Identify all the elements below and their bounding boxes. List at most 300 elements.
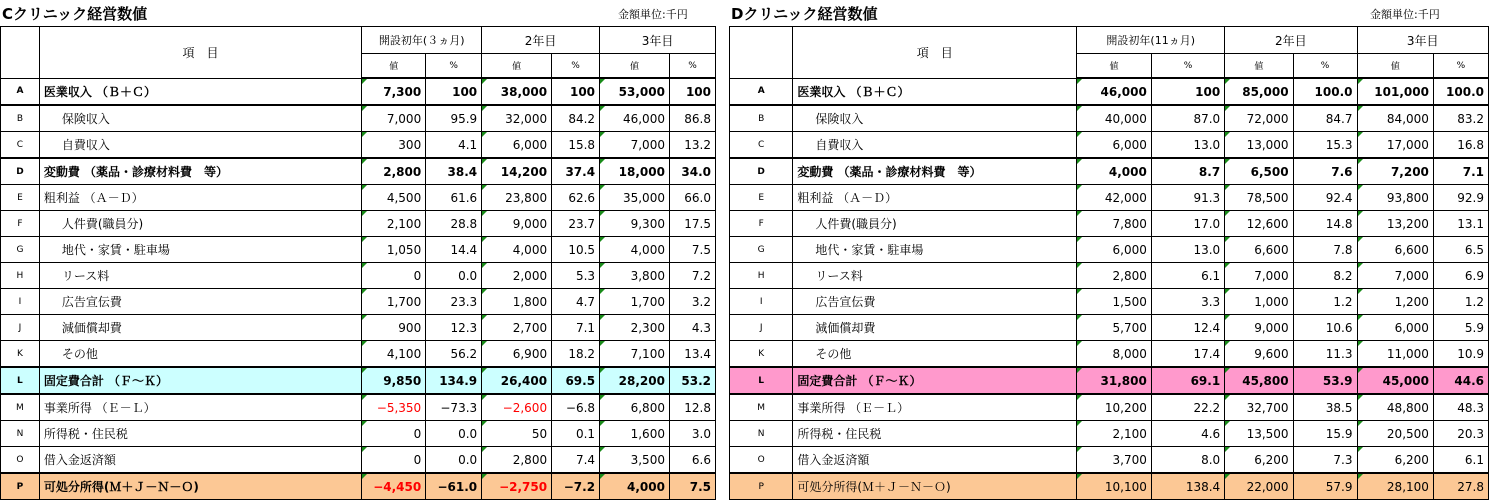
percent-cell: 100 <box>426 78 482 105</box>
row-label: 減価償却費 <box>793 315 1077 341</box>
row-label: 固定費合計 （Ｆ～Ｋ） <box>39 367 361 394</box>
percent-cell: 100 <box>552 78 600 105</box>
value-cell: 7,800 <box>1077 211 1152 237</box>
percent-cell: −7.2 <box>552 473 600 500</box>
value-cell: 23,800 <box>482 185 552 211</box>
row-code: G <box>730 237 793 263</box>
percent-cell: 57.9 <box>1293 473 1357 500</box>
table-row <box>730 473 1489 500</box>
percent-cell: 3.3 <box>1151 289 1224 315</box>
percent-cell: 7.5 <box>669 473 715 500</box>
value-cell: 6,000 <box>1077 132 1152 159</box>
row-code: L <box>1 367 40 394</box>
row-code: D <box>1 158 40 185</box>
row-label: 事業所得 （Ｅ－Ｌ） <box>39 394 361 421</box>
table-row <box>1 211 716 237</box>
header-value: 値 <box>1357 54 1433 79</box>
value-cell: 4,000 <box>600 237 670 263</box>
percent-cell: 23.3 <box>426 289 482 315</box>
percent-cell: 0.0 <box>426 263 482 289</box>
row-code: I <box>730 289 793 315</box>
percent-cell: 87.0 <box>1151 105 1224 132</box>
value-cell: 13,000 <box>1225 132 1293 159</box>
percent-cell: 100.0 <box>1433 78 1488 105</box>
value-cell: 85,000 <box>1225 78 1293 105</box>
value-cell: 72,000 <box>1225 105 1293 132</box>
row-code: E <box>730 185 793 211</box>
value-cell: 2,100 <box>362 211 426 237</box>
value-cell: 10,100 <box>1077 473 1152 500</box>
header-percent: % <box>1433 54 1488 79</box>
value-cell: 1,800 <box>482 289 552 315</box>
row-label: 変動費 （薬品・診療材料費 等） <box>793 158 1077 185</box>
row-code: F <box>1 211 40 237</box>
percent-cell: 5.3 <box>552 263 600 289</box>
unit-label: 金額単位:千円 <box>1370 8 1440 21</box>
percent-cell: 44.6 <box>1433 367 1488 394</box>
table-row <box>730 394 1489 421</box>
table-row <box>1 78 716 105</box>
row-label: 医業収入 （Ｂ＋Ｃ） <box>793 78 1077 105</box>
value-cell: 4,000 <box>1077 158 1152 185</box>
header-period: 2年目 <box>1225 27 1357 54</box>
value-cell: 0 <box>362 263 426 289</box>
value-cell: 3,500 <box>600 447 670 474</box>
value-cell: 17,000 <box>1357 132 1433 159</box>
percent-cell: 13.0 <box>1151 237 1224 263</box>
percent-cell: 95.9 <box>426 105 482 132</box>
row-label: その他 <box>39 341 361 368</box>
value-cell: 101,000 <box>1357 78 1433 105</box>
value-cell: 42,000 <box>1077 185 1152 211</box>
table-row <box>1 289 716 315</box>
table-row <box>1 473 716 500</box>
value-cell: 2,300 <box>600 315 670 341</box>
table-row <box>1 132 716 159</box>
row-code: K <box>730 341 793 368</box>
value-cell: 6,200 <box>1357 447 1433 474</box>
percent-cell: 37.4 <box>552 158 600 185</box>
percent-cell: 66.0 <box>669 185 715 211</box>
value-cell: 7,000 <box>600 132 670 159</box>
value-cell: 20,500 <box>1357 421 1433 447</box>
row-label: リース料 <box>39 263 361 289</box>
row-code: B <box>730 105 793 132</box>
percent-cell: 0.1 <box>552 421 600 447</box>
value-cell: 31,800 <box>1077 367 1152 394</box>
row-label: 広告宣伝費 <box>39 289 361 315</box>
percent-cell: 13.0 <box>1151 132 1224 159</box>
percent-cell: 13.2 <box>669 132 715 159</box>
row-label: 広告宣伝費 <box>793 289 1077 315</box>
table-row <box>1 105 716 132</box>
row-code: N <box>730 421 793 447</box>
percent-cell: 18.2 <box>552 341 600 368</box>
row-label: リース料 <box>793 263 1077 289</box>
percent-cell: 7.5 <box>669 237 715 263</box>
percent-cell: 12.8 <box>669 394 715 421</box>
row-label: 所得税・住民税 <box>39 421 361 447</box>
table-row <box>730 341 1489 368</box>
row-label: 減価償却費 <box>39 315 361 341</box>
value-cell: 93,800 <box>1357 185 1433 211</box>
header-corner <box>730 27 793 79</box>
percent-cell: 15.9 <box>1293 421 1357 447</box>
value-cell: 12,600 <box>1225 211 1293 237</box>
row-code: I <box>1 289 40 315</box>
row-code: J <box>1 315 40 341</box>
percent-cell: 1.2 <box>1293 289 1357 315</box>
value-cell: 32,000 <box>482 105 552 132</box>
value-cell: 2,800 <box>362 158 426 185</box>
percent-cell: 6.9 <box>1433 263 1488 289</box>
value-cell: 900 <box>362 315 426 341</box>
value-cell: −5,350 <box>362 394 426 421</box>
percent-cell: 11.3 <box>1293 341 1357 368</box>
value-cell: 8,000 <box>1077 341 1152 368</box>
row-code: K <box>1 341 40 368</box>
value-cell: 6,000 <box>482 132 552 159</box>
row-code: F <box>730 211 793 237</box>
table-row <box>1 158 716 185</box>
header-corner <box>1 27 40 79</box>
value-cell: 2,700 <box>482 315 552 341</box>
percent-cell: 84.2 <box>552 105 600 132</box>
percent-cell: 4.3 <box>669 315 715 341</box>
table-row <box>1 263 716 289</box>
percent-cell: 100.0 <box>1293 78 1357 105</box>
header-item: 項 目 <box>793 27 1077 79</box>
row-label: 地代・家賃・駐車場 <box>793 237 1077 263</box>
percent-cell: 7.1 <box>1433 158 1488 185</box>
percent-cell: 22.2 <box>1151 394 1224 421</box>
percent-cell: 7.2 <box>669 263 715 289</box>
value-cell: 78,500 <box>1225 185 1293 211</box>
percent-cell: 27.8 <box>1433 473 1488 500</box>
percent-cell: −61.0 <box>426 473 482 500</box>
percent-cell: 15.3 <box>1293 132 1357 159</box>
row-code: B <box>1 105 40 132</box>
percent-cell: 20.3 <box>1433 421 1488 447</box>
finance-table <box>729 26 1489 500</box>
value-cell: 4,000 <box>600 473 670 500</box>
row-label: 事業所得 （Ｅ－Ｌ） <box>793 394 1077 421</box>
percent-cell: 91.3 <box>1151 185 1224 211</box>
row-code: P <box>730 473 793 500</box>
value-cell: 13,200 <box>1357 211 1433 237</box>
percent-cell: 86.8 <box>669 105 715 132</box>
value-cell: 48,800 <box>1357 394 1433 421</box>
percent-cell: 92.4 <box>1293 185 1357 211</box>
value-cell: 18,000 <box>600 158 670 185</box>
percent-cell: 8.7 <box>1151 158 1224 185</box>
value-cell: 300 <box>362 132 426 159</box>
value-cell: 46,000 <box>1077 78 1152 105</box>
value-cell: 13,500 <box>1225 421 1293 447</box>
percent-cell: 10.5 <box>552 237 600 263</box>
table-row <box>730 132 1489 159</box>
row-code: G <box>1 237 40 263</box>
table-row <box>1 185 716 211</box>
value-cell: 0 <box>362 447 426 474</box>
percent-cell: 48.3 <box>1433 394 1488 421</box>
value-cell: 4,000 <box>482 237 552 263</box>
percent-cell: 3.2 <box>669 289 715 315</box>
value-cell: 6,000 <box>1357 315 1433 341</box>
row-code: A <box>730 78 793 105</box>
row-code: M <box>1 394 40 421</box>
percent-cell: −6.8 <box>552 394 600 421</box>
header-value: 値 <box>600 54 670 79</box>
percent-cell: 4.6 <box>1151 421 1224 447</box>
value-cell: 2,000 <box>482 263 552 289</box>
percent-cell: 17.4 <box>1151 341 1224 368</box>
table-row <box>730 263 1489 289</box>
header-row <box>1 27 716 54</box>
value-cell: 10,200 <box>1077 394 1152 421</box>
value-cell: 28,200 <box>600 367 670 394</box>
header-period: 開設初年(３ヵ月) <box>362 27 482 54</box>
header-value: 値 <box>482 54 552 79</box>
percent-cell: 138.4 <box>1151 473 1224 500</box>
unit-label: 金額単位:千円 <box>618 8 688 21</box>
header-period: 3年目 <box>600 27 716 54</box>
row-code: C <box>1 132 40 159</box>
value-cell: 35,000 <box>600 185 670 211</box>
table-row <box>1 394 716 421</box>
percent-cell: 1.2 <box>1433 289 1488 315</box>
value-cell: 45,000 <box>1357 367 1433 394</box>
percent-cell: 10.9 <box>1433 341 1488 368</box>
percent-cell: 15.8 <box>552 132 600 159</box>
row-label: 所得税・住民税 <box>793 421 1077 447</box>
row-label: その他 <box>793 341 1077 368</box>
table-row <box>1 421 716 447</box>
value-cell: 6,600 <box>1357 237 1433 263</box>
finance-table <box>0 26 716 500</box>
value-cell: 7,200 <box>1357 158 1433 185</box>
row-code: J <box>730 315 793 341</box>
percent-cell: 6.5 <box>1433 237 1488 263</box>
value-cell: 2,800 <box>482 447 552 474</box>
percent-cell: 13.4 <box>669 341 715 368</box>
panel-title: Dクリニック経営数値 <box>731 5 878 23</box>
row-label: 借入金返済額 <box>39 447 361 474</box>
row-label: 人件費(職員分) <box>39 211 361 237</box>
value-cell: −2,600 <box>482 394 552 421</box>
value-cell: 3,800 <box>600 263 670 289</box>
percent-cell: 12.3 <box>426 315 482 341</box>
value-cell: 45,800 <box>1225 367 1293 394</box>
percent-cell: 0.0 <box>426 447 482 474</box>
value-cell: 7,100 <box>600 341 670 368</box>
table-row <box>1 447 716 474</box>
value-cell: 1,700 <box>362 289 426 315</box>
header-value: 値 <box>1077 54 1152 79</box>
percent-cell: 34.0 <box>669 158 715 185</box>
row-label: 粗利益 （Ａ－Ｄ） <box>793 185 1077 211</box>
percent-cell: 7.6 <box>1293 158 1357 185</box>
header-item: 項 目 <box>39 27 361 79</box>
value-cell: −4,450 <box>362 473 426 500</box>
row-label: 人件費(職員分) <box>793 211 1077 237</box>
row-label: 保険収入 <box>39 105 361 132</box>
percent-cell: 10.6 <box>1293 315 1357 341</box>
row-code: C <box>730 132 793 159</box>
value-cell: 11,000 <box>1357 341 1433 368</box>
percent-cell: 6.6 <box>669 447 715 474</box>
value-cell: 6,600 <box>1225 237 1293 263</box>
table-row <box>730 237 1489 263</box>
value-cell: 22,000 <box>1225 473 1293 500</box>
table-row <box>730 289 1489 315</box>
percent-cell: 84.7 <box>1293 105 1357 132</box>
value-cell: 4,100 <box>362 341 426 368</box>
percent-cell: 53.2 <box>669 367 715 394</box>
percent-cell: 5.9 <box>1433 315 1488 341</box>
header-period: 開設初年(11ヵ月) <box>1077 27 1225 54</box>
value-cell: 6,800 <box>600 394 670 421</box>
value-cell: 26,400 <box>482 367 552 394</box>
row-label: 自費収入 <box>39 132 361 159</box>
percent-cell: 6.1 <box>1433 447 1488 474</box>
value-cell: 9,600 <box>1225 341 1293 368</box>
value-cell: 7,000 <box>1225 263 1293 289</box>
value-cell: 7,300 <box>362 78 426 105</box>
value-cell: 6,900 <box>482 341 552 368</box>
percent-cell: 134.9 <box>426 367 482 394</box>
row-label: 可処分所得(Ｍ＋Ｊ－Ｎ－Ｏ) <box>39 473 361 500</box>
value-cell: 14,200 <box>482 158 552 185</box>
row-label: 変動費 （薬品・診療材料費 等） <box>39 158 361 185</box>
row-label: 固定費合計 （Ｆ～Ｋ） <box>793 367 1077 394</box>
row-label: 地代・家賃・駐車場 <box>39 237 361 263</box>
percent-cell: 4.7 <box>552 289 600 315</box>
percent-cell: 62.6 <box>552 185 600 211</box>
percent-cell: 100 <box>1151 78 1224 105</box>
row-label: 保険収入 <box>793 105 1077 132</box>
table-row <box>730 421 1489 447</box>
row-code: L <box>730 367 793 394</box>
row-code: O <box>730 447 793 474</box>
value-cell: 1,700 <box>600 289 670 315</box>
table-row <box>730 158 1489 185</box>
value-cell: 7,000 <box>1357 263 1433 289</box>
header-value: 値 <box>362 54 426 79</box>
row-label: 医業収入 （Ｂ＋Ｃ） <box>39 78 361 105</box>
table-row <box>1 315 716 341</box>
table-row <box>1 237 716 263</box>
percent-cell: 28.8 <box>426 211 482 237</box>
value-cell: 2,800 <box>1077 263 1152 289</box>
header-percent: % <box>426 54 482 79</box>
percent-cell: 17.0 <box>1151 211 1224 237</box>
value-cell: −2,750 <box>482 473 552 500</box>
value-cell: 1,600 <box>600 421 670 447</box>
table-row <box>730 367 1489 394</box>
value-cell: 84,000 <box>1357 105 1433 132</box>
table-row <box>1 367 716 394</box>
percent-cell: 13.1 <box>1433 211 1488 237</box>
row-label: 借入金返済額 <box>793 447 1077 474</box>
row-code: H <box>1 263 40 289</box>
percent-cell: 14.8 <box>1293 211 1357 237</box>
percent-cell: 38.5 <box>1293 394 1357 421</box>
value-cell: 28,100 <box>1357 473 1433 500</box>
value-cell: 1,050 <box>362 237 426 263</box>
percent-cell: −73.3 <box>426 394 482 421</box>
value-cell: 6,000 <box>1077 237 1152 263</box>
percent-cell: 17.5 <box>669 211 715 237</box>
row-label: 粗利益 （Ａ－Ｄ） <box>39 185 361 211</box>
value-cell: 9,300 <box>600 211 670 237</box>
percent-cell: 14.4 <box>426 237 482 263</box>
value-cell: 5,700 <box>1077 315 1152 341</box>
table-row <box>730 78 1489 105</box>
value-cell: 1,000 <box>1225 289 1293 315</box>
value-cell: 7,000 <box>362 105 426 132</box>
row-code: A <box>1 78 40 105</box>
header-value: 値 <box>1225 54 1293 79</box>
table-row <box>1 341 716 368</box>
row-label: 可処分所得(Ｍ＋Ｊ－Ｎ－Ｏ) <box>793 473 1077 500</box>
percent-cell: 6.1 <box>1151 263 1224 289</box>
value-cell: 2,100 <box>1077 421 1152 447</box>
percent-cell: 69.5 <box>552 367 600 394</box>
header-percent: % <box>552 54 600 79</box>
header-percent: % <box>1151 54 1224 79</box>
percent-cell: 3.0 <box>669 421 715 447</box>
value-cell: 40,000 <box>1077 105 1152 132</box>
percent-cell: 92.9 <box>1433 185 1488 211</box>
value-cell: 0 <box>362 421 426 447</box>
percent-cell: 7.8 <box>1293 237 1357 263</box>
row-code: O <box>1 447 40 474</box>
value-cell: 1,500 <box>1077 289 1152 315</box>
header-period: 2年目 <box>482 27 600 54</box>
percent-cell: 7.1 <box>552 315 600 341</box>
percent-cell: 7.4 <box>552 447 600 474</box>
table-row <box>730 105 1489 132</box>
table-row <box>730 315 1489 341</box>
percent-cell: 16.8 <box>1433 132 1488 159</box>
row-code: P <box>1 473 40 500</box>
value-cell: 3,700 <box>1077 447 1152 474</box>
row-code: D <box>730 158 793 185</box>
percent-cell: 100 <box>669 78 715 105</box>
percent-cell: 12.4 <box>1151 315 1224 341</box>
value-cell: 50 <box>482 421 552 447</box>
value-cell: 4,500 <box>362 185 426 211</box>
panel-title: Cクリニック経営数値 <box>2 5 148 23</box>
percent-cell: 8.0 <box>1151 447 1224 474</box>
header-percent: % <box>669 54 715 79</box>
value-cell: 6,500 <box>1225 158 1293 185</box>
percent-cell: 0.0 <box>426 421 482 447</box>
percent-cell: 61.6 <box>426 185 482 211</box>
value-cell: 9,850 <box>362 367 426 394</box>
table-row <box>730 447 1489 474</box>
value-cell: 6,200 <box>1225 447 1293 474</box>
header-period: 3年目 <box>1357 27 1489 54</box>
percent-cell: 8.2 <box>1293 263 1357 289</box>
percent-cell: 7.3 <box>1293 447 1357 474</box>
value-cell: 32,700 <box>1225 394 1293 421</box>
row-label: 自費収入 <box>793 132 1077 159</box>
percent-cell: 69.1 <box>1151 367 1224 394</box>
percent-cell: 4.1 <box>426 132 482 159</box>
value-cell: 9,000 <box>1225 315 1293 341</box>
